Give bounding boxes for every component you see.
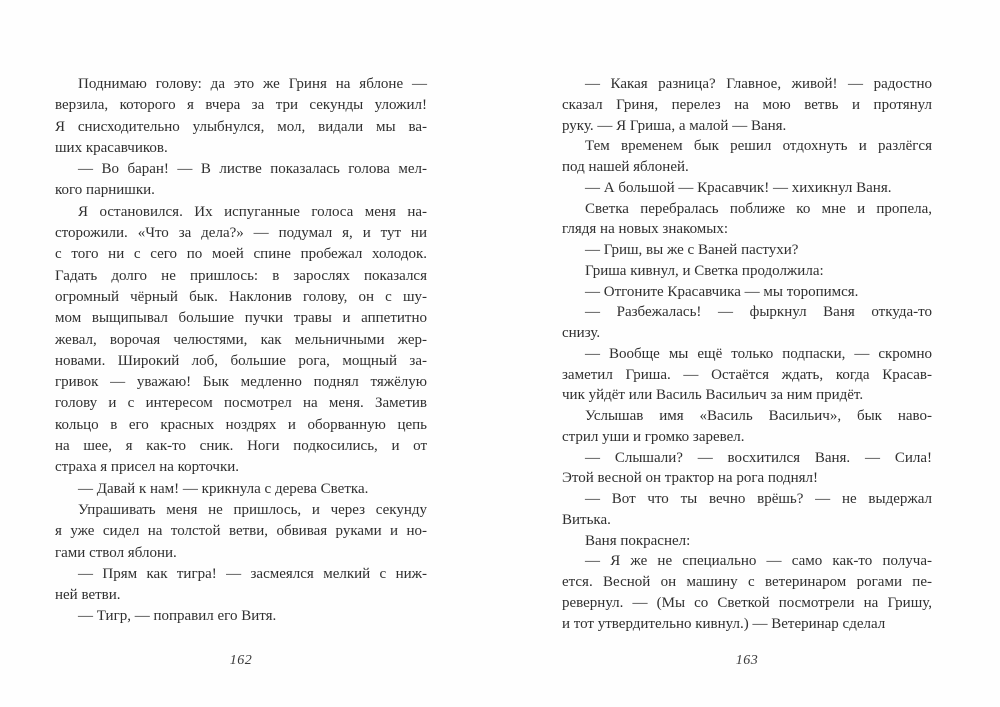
text-line: Гриша кивнул, и Светка продолжила:: [585, 262, 824, 279]
text-line: Этой весной он трактор на рога поднял!: [562, 470, 819, 487]
text-line: верзила, которого я вчера за три секунды уложил!: [55, 97, 427, 114]
text-line: страха я присел на корточки.: [55, 459, 240, 476]
text-line: ревернул. — (Мы со Светкой посмотрели на Гришу,: [562, 594, 932, 611]
text-line: — Давай к нам! — крикнула с дерева Светка.: [78, 480, 369, 497]
text-line: — Тигр, — поправил его Витя.: [78, 608, 277, 625]
page-right-text: [562, 74, 932, 634]
text-line: — Во баран! — В листве показалась голова мел-: [78, 161, 427, 178]
text-line: жевал, ворочая челюстями, как мельничными жер-: [55, 331, 427, 348]
text-line: ших красавчиков.: [55, 139, 168, 156]
text-line: Светка перебралась поближе ко мне и пропела,: [585, 200, 932, 217]
text-line: — Прям как тигра! — засмеялся мелкий с ниж-: [78, 565, 427, 582]
text-line: Ваня покраснел:: [585, 532, 691, 549]
text-line: — Отгоните Красавчика — мы торопимся.: [585, 283, 859, 300]
text-line: голову и с интересом посмотрел на меня. Заметив: [55, 395, 427, 412]
text-line: ней ветви.: [55, 587, 121, 604]
text-line: глядя на новых знакомых:: [562, 221, 729, 238]
text-line: кого парнишки.: [55, 182, 155, 199]
text-line: Услышав имя «Василь Васильич», бык наво-: [585, 408, 932, 424]
text-line: мом выщипывал большие пучки травы и аппетитно: [55, 310, 427, 327]
page-left-text: [55, 74, 427, 628]
text-line: я уже сидел на толстой ветви, обвивая руками и но-: [55, 523, 427, 540]
text-line: заметил Гриша. — Остаётся ждать, когда Красав-: [562, 366, 932, 383]
text-line: на шее, я как-то сник. Ноги подкосились, и от: [55, 438, 427, 455]
text-line: ется. Весной он машину с ветеринаром рогами пе-: [562, 574, 932, 590]
text-line: с того ни с сего по моей спине пробежал холодок.: [55, 246, 427, 263]
text-line: — Разбежалась! — фыркнул Ваня откуда-то: [585, 304, 932, 321]
text-line: Я остановился. Их испуганные голоса меня на-: [78, 203, 427, 220]
text-line: сторожили. «Что за дела?» — подумал я, и тут ни: [55, 225, 427, 242]
text-line: Витька.: [562, 511, 611, 528]
text-line: — Какая разница? Главное, живой! — радостно: [585, 76, 932, 92]
text-line: Упрашивать меня не пришлось, и через секунду: [78, 501, 427, 518]
text-line: — Слышали? — восхитился Ваня. — Сила!: [585, 449, 932, 466]
text-line: — Я же не специально — само как-то получа-: [585, 553, 932, 570]
page-number-left: 162: [229, 653, 253, 668]
text-line: Гадать долго не пришлось: в зарослях показался: [55, 267, 427, 284]
text-line: гами ствол яблони.: [55, 544, 177, 561]
text-line: сказал Гриня, перелез на мою ветвь и протянул: [562, 96, 932, 113]
text-line: руку. — Я Гриша, а малой — Ваня.: [562, 117, 787, 134]
page-left: [55, 0, 427, 707]
text-line: чик уйдёт или Василь Васильич за ним придёт.: [562, 387, 864, 404]
text-line: и тот утвердительно кивнул.) — Ветеринар сделал: [562, 615, 886, 632]
page-right: [562, 0, 932, 707]
text-line: под нашей яблоней.: [562, 159, 689, 175]
text-line: Я снисходительно улыбнулся, мол, видали мы ва-: [55, 118, 427, 135]
text-line: стрил уши и громко заревел.: [562, 428, 745, 445]
text-line: гривок — уважаю! Бык медленно поднял тяжёлую: [55, 374, 427, 391]
text-line: Поднимаю голову: да это же Гриня на яблоне —: [78, 76, 427, 92]
text-line: — Гриш, вы же с Ваней пастухи?: [585, 242, 799, 258]
text-line: Тем временем бык решил отдохнуть и разлёгся: [585, 138, 932, 155]
text-line: — Вообще мы ещё только подпаски, — скромно: [585, 345, 932, 362]
text-line: — А большой — Красавчик! — хихикнул Ваня.: [585, 179, 892, 196]
text-line: — Вот что ты вечно врёшь? — не выдержал: [585, 491, 932, 507]
text-line: новами. Широкий лоб, большие рога, мощный за-: [55, 352, 427, 369]
page-number-right: 163: [735, 653, 759, 668]
text-line: снизу.: [562, 325, 601, 341]
text-line: огромный чёрный бык. Наклонив голову, он с шу-: [55, 288, 427, 305]
text-line: кольцо в его красных ноздрях и оборванную цепь: [55, 416, 427, 433]
